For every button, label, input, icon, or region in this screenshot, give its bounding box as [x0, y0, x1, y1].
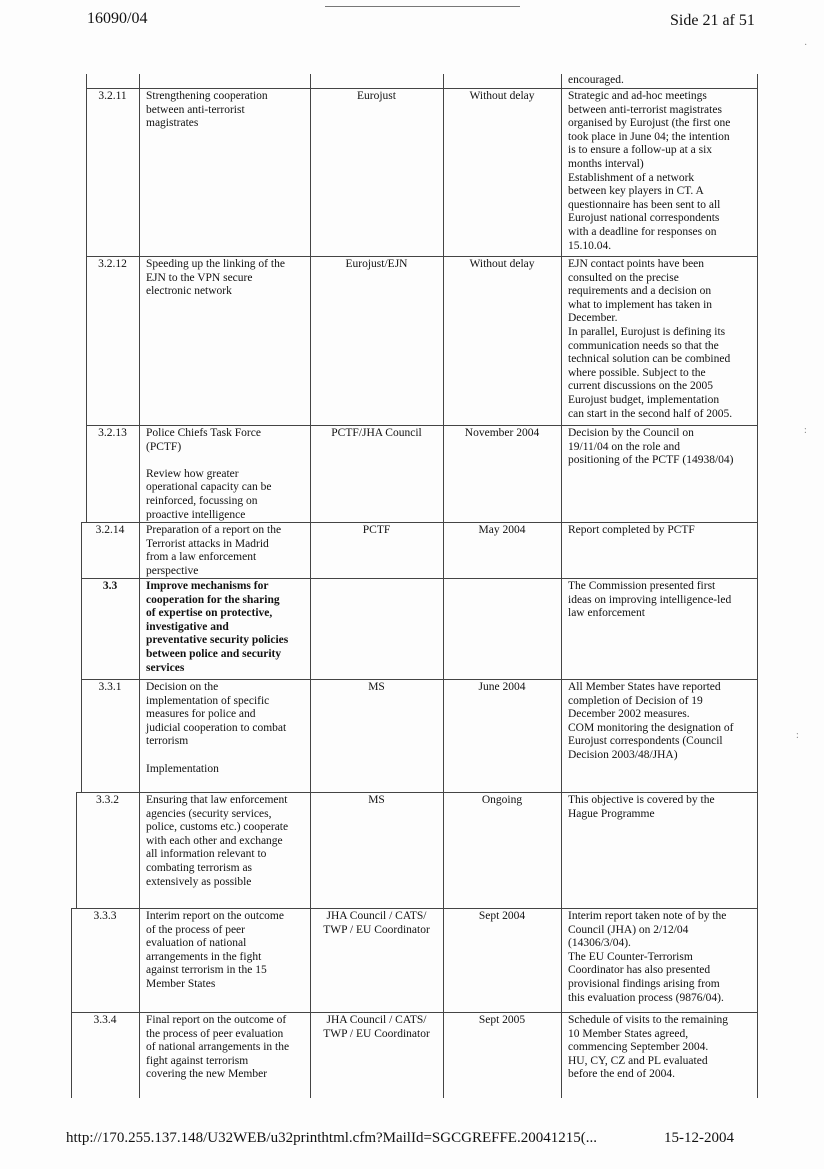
column-border	[139, 908, 140, 1012]
deadline: Ongoing	[481, 794, 523, 806]
column-border	[86, 256, 87, 425]
column-border	[139, 522, 140, 578]
status-text: Decision by the Council on 19/11/04 on the role and positioning of the PCTF (14938/04)	[568, 427, 734, 467]
status-text: Strategic and ad-hoc meetings between anti-terrorist magistrates organised by Eurojust (the first one took place in June 04; the intention is to ensure a follow-up at a six months interval) Establishment of a network between key players in CT. A questionnaire has been sent to all Eurojust national correspondents with a deadline for responses on 15.10.04.	[568, 90, 731, 252]
column-border	[139, 74, 140, 88]
column-border	[757, 578, 758, 679]
status-text: The Commission presented first ideas on improving intelligence-led law enforcement	[568, 580, 732, 620]
column-border	[757, 1012, 758, 1098]
item-number: 3.3	[102, 580, 118, 592]
column-border	[71, 908, 72, 1012]
row-border	[76, 792, 758, 793]
status-text: Interim report taken note of by the Council (JHA) on 2/12/04 (14306/3/04). The EU Counter-Terrorism Coordinator has also presented provisional findings arising from this evaluation process (9876/04).	[568, 910, 727, 1004]
status-text: Report completed by PCTF	[568, 524, 695, 536]
column-border	[561, 578, 562, 679]
status-text: EJN contact points have been consulted on the precise requirements and a decision on what to implement has taken in December. In parallel, Eurojust is defining its communication needs so that the technical solution can be combined where possible. Subject to the current discussions on the 2005 Eurojust budget, implementation can start in the second half of 2005.	[568, 258, 733, 420]
responsible-body: Eurojust/EJN	[345, 258, 408, 270]
column-border	[757, 792, 758, 908]
deadline: November 2004	[464, 427, 540, 439]
item-number: 3.2.13	[98, 427, 127, 439]
action-description: Preparation of a report on the Terrorist attacks in Madrid from a law enforcement perspective	[146, 524, 282, 577]
column-border	[139, 1012, 140, 1098]
deadline: Without delay	[469, 90, 535, 102]
column-border	[561, 679, 562, 792]
column-border	[561, 792, 562, 908]
footer-date: 15-12-2004	[664, 1130, 734, 1146]
column-border	[310, 256, 311, 425]
row-border	[71, 1012, 758, 1013]
action-description: Speeding up the linking of the EJN to the VPN secure electronic network	[146, 258, 285, 298]
column-border	[757, 522, 758, 578]
deadline: June 2004	[478, 681, 526, 693]
row-border	[71, 908, 758, 909]
column-border	[757, 679, 758, 792]
column-border	[757, 74, 758, 88]
column-border	[310, 679, 311, 792]
scan-speck: :	[804, 425, 807, 436]
deadline: Sept 2004	[478, 910, 526, 922]
scan-speck: ·	[804, 40, 808, 51]
column-border	[757, 256, 758, 425]
responsible-body: MS	[368, 794, 385, 806]
column-border	[139, 425, 140, 522]
column-border	[310, 792, 311, 908]
action-description: Final report on the outcome of the process of peer evaluation of national arrangements in the fight against terrorism covering the new Member	[146, 1014, 290, 1081]
item-number: 3.2.12	[98, 258, 127, 270]
item-number: 3.2.14	[95, 524, 125, 536]
column-border	[81, 679, 82, 792]
column-border	[561, 88, 562, 256]
item-number: 3.3.4	[93, 1014, 117, 1026]
column-border	[443, 256, 444, 425]
row-border	[86, 256, 758, 257]
column-border	[561, 1012, 562, 1098]
column-border	[561, 256, 562, 425]
status-text: All Member States have reported completion of Decision of 19 December 2002 measures. COM monitoring the designation of Eurojust correspondents (Council Decision 2003/48/JHA)	[568, 681, 734, 761]
responsible-body: PCTF	[362, 524, 391, 536]
responsible-body: PCTF/JHA Council	[331, 427, 422, 439]
column-border	[757, 908, 758, 1012]
item-number: 3.3.3	[93, 910, 117, 922]
responsible-body: MS	[368, 681, 385, 693]
column-border	[139, 792, 140, 908]
column-border	[86, 74, 87, 88]
action-description: Police Chiefs Task Force (PCTF) Review how greater operational capacity can be reinforced, focussing on proactive intelligence	[146, 427, 272, 521]
column-border	[561, 522, 562, 578]
column-border	[757, 425, 758, 522]
footer-url[interactable]: http://170.255.137.148/U32WEB/u32printhtml.cfm?MailId=SGCGREFFE.20041215(...	[66, 1130, 597, 1146]
column-border	[443, 74, 444, 88]
column-border	[139, 679, 140, 792]
row-border	[86, 425, 758, 426]
page-number: Side 21 af 51	[670, 12, 755, 29]
status-text: Schedule of visits to the remaining 10 Member States agreed, commencing September 2004. HU, CY, CZ and PL evaluated before the end of 2004.	[568, 1014, 729, 1081]
deadline: May 2004	[478, 524, 526, 536]
top-rule	[325, 6, 520, 7]
column-border	[139, 578, 140, 679]
column-border	[561, 425, 562, 522]
item-number: 3.2.11	[98, 90, 127, 102]
status-text: This objective is covered by the Hague Programme	[568, 794, 715, 820]
column-border	[443, 578, 444, 679]
column-border	[443, 792, 444, 908]
responsible-body: JHA Council / CATS/ TWP / EU Coordinator	[323, 1014, 430, 1040]
column-border	[310, 74, 311, 88]
responsible-body: Eurojust	[357, 90, 396, 102]
action-description: Ensuring that law enforcement agencies (security services, police, customs etc.) cooperate with each other and exchange all information relevant to combating terrorism as extensively as possible	[146, 794, 289, 888]
column-border	[86, 88, 87, 256]
scan-speck: :	[796, 730, 799, 741]
responsible-body: JHA Council / CATS/ TWP / EU Coordinator	[323, 910, 430, 936]
action-description: Interim report on the outcome of the process of peer evaluation of national arrangements in the fight against terrorism in the 15 Member States	[146, 910, 284, 990]
row-border	[86, 88, 758, 89]
column-border	[76, 792, 77, 908]
action-description: Improve mechanisms for cooperation for the sharing of expertise on protective, investigative and preventative security policies between police and security services	[146, 580, 289, 674]
document-reference: 16090/04	[87, 10, 148, 27]
column-border	[561, 74, 562, 88]
column-border	[443, 88, 444, 256]
column-border	[310, 88, 311, 256]
column-border	[443, 908, 444, 1012]
column-border	[139, 88, 140, 256]
deadline: Sept 2005	[478, 1014, 526, 1026]
row-border	[81, 679, 758, 680]
deadline: Without delay	[469, 258, 535, 270]
item-number: 3.3.2	[96, 794, 119, 806]
column-border	[443, 679, 444, 792]
item-number: 3.3.1	[98, 681, 122, 693]
column-border	[139, 256, 140, 425]
action-description: Strengthening cooperation between anti-terrorist magistrates	[146, 90, 268, 130]
status-text: encouraged.	[568, 74, 624, 86]
column-border	[310, 578, 311, 679]
column-border	[561, 908, 562, 1012]
column-border	[757, 88, 758, 256]
action-description: Decision on the implementation of specific measures for police and judicial cooperation to combat terrorism Implementation	[146, 681, 287, 775]
